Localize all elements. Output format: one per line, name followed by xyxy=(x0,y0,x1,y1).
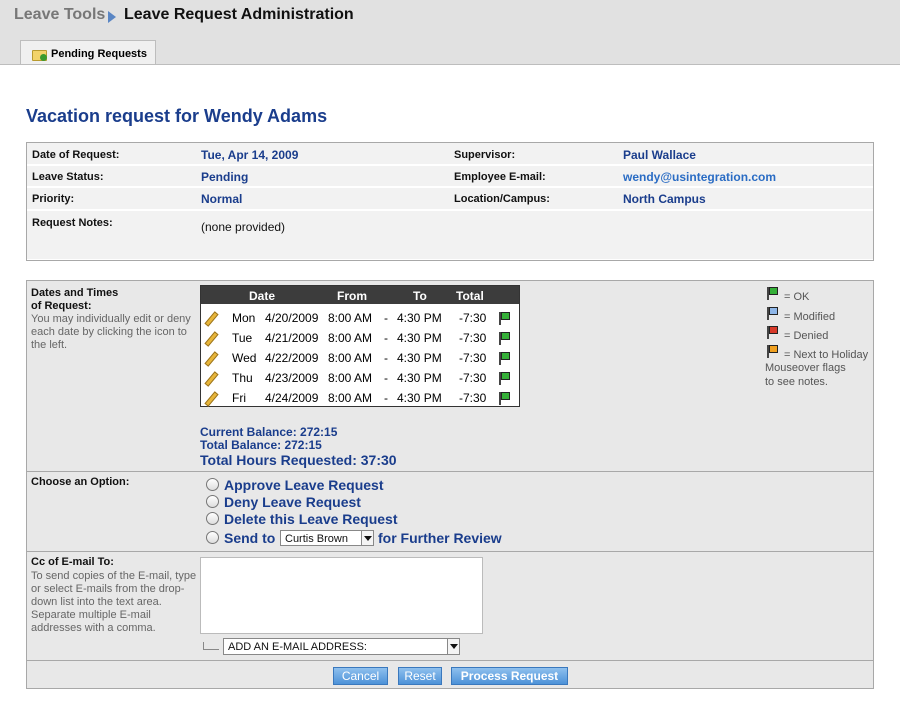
row-from: 8:00 AM xyxy=(328,351,373,365)
approve-option[interactable]: Approve Leave Request xyxy=(224,477,384,493)
legend-modified: = Modified xyxy=(784,311,836,323)
dates-help: You may individually edit or deny each date by clicking the icon to the left. xyxy=(31,313,191,351)
employee-email-link[interactable]: wendy@usintegration.com xyxy=(623,170,777,184)
info-row xyxy=(27,211,873,260)
status-flag-icon[interactable] xyxy=(499,392,510,405)
location-value: North Campus xyxy=(623,192,706,206)
notes-value: (none provided) xyxy=(201,220,286,234)
row-date: 4/23/2009 xyxy=(265,371,319,385)
total-balance: Total Balance: 272:15 xyxy=(200,438,322,452)
row-from: 8:00 AM xyxy=(328,331,373,345)
row-from: 8:00 AM xyxy=(328,391,373,405)
dates-table xyxy=(200,285,520,407)
approve-radio[interactable] xyxy=(206,478,219,491)
row-to: 4:30 PM xyxy=(397,351,442,365)
cc-email-textarea[interactable] xyxy=(200,557,483,634)
breadcrumb-current: Leave Request Administration xyxy=(124,6,354,23)
tab-label: Pending Requests xyxy=(51,48,147,60)
row-dash: - xyxy=(384,331,388,345)
flag-orange-icon xyxy=(767,345,778,358)
delete-radio[interactable] xyxy=(206,512,219,525)
edit-pencil-icon[interactable] xyxy=(204,371,218,386)
row-date: 4/20/2009 xyxy=(265,311,319,325)
row-date: 4/21/2009 xyxy=(265,331,319,345)
dates-label: Dates and Times of Request: xyxy=(31,287,119,312)
status-flag-icon[interactable] xyxy=(499,372,510,385)
row-to: 4:30 PM xyxy=(397,331,442,345)
chevron-down-icon xyxy=(447,639,459,654)
col-total: Total xyxy=(456,289,484,303)
col-to: To xyxy=(413,289,427,303)
row-total: -7:30 xyxy=(459,391,487,405)
flag-red-icon xyxy=(767,326,778,339)
add-email-select[interactable] xyxy=(223,638,460,655)
row-to: 4:30 PM xyxy=(397,371,442,385)
legend-note: to see notes. xyxy=(765,376,828,388)
edit-pencil-icon[interactable] xyxy=(204,331,218,346)
date-row xyxy=(201,388,519,408)
edit-pencil-icon[interactable] xyxy=(204,391,218,406)
row-to: 4:30 PM xyxy=(397,391,442,405)
send-to-selected: Curtis Brown xyxy=(285,533,348,545)
request-form xyxy=(26,280,874,689)
row-dash: - xyxy=(384,391,388,405)
date-row xyxy=(201,328,519,348)
priority-label: Priority: xyxy=(32,193,75,205)
date-label: Date of Request: xyxy=(32,149,120,161)
row-total: -7:30 xyxy=(459,351,487,365)
divider xyxy=(0,64,900,65)
status-value: Pending xyxy=(201,170,249,184)
divider xyxy=(27,660,873,661)
legend-denied: = Denied xyxy=(784,330,829,342)
notes-label: Request Notes: xyxy=(32,217,113,229)
row-dash: - xyxy=(384,371,388,385)
col-from: From xyxy=(337,289,367,303)
add-arrow-icon xyxy=(203,642,219,650)
edit-pencil-icon[interactable] xyxy=(204,351,218,366)
row-to: 4:30 PM xyxy=(397,311,442,325)
email-label: Employee E-mail: xyxy=(454,171,546,183)
row-day: Fri xyxy=(232,391,246,405)
legend-ok: = OK xyxy=(784,291,810,303)
row-day: Wed xyxy=(232,351,257,365)
edit-pencil-icon[interactable] xyxy=(204,311,218,326)
col-date: Date xyxy=(249,289,276,303)
flag-green-icon xyxy=(767,287,778,300)
row-date: 4/24/2009 xyxy=(265,391,319,405)
current-balance: Current Balance: 272:15 xyxy=(200,425,338,439)
row-date: 4/22/2009 xyxy=(265,351,319,365)
supervisor-value: Paul Wallace xyxy=(623,148,696,162)
row-dash: - xyxy=(384,311,388,325)
row-total: -7:30 xyxy=(459,331,487,345)
folder-add-icon xyxy=(32,50,47,61)
date-row xyxy=(201,308,519,328)
status-flag-icon[interactable] xyxy=(499,352,510,365)
date-row xyxy=(201,368,519,388)
row-total: -7:30 xyxy=(459,311,487,325)
add-email-selected: ADD AN E-MAIL ADDRESS: xyxy=(228,641,367,653)
breadcrumb-root[interactable]: Leave Tools xyxy=(14,6,106,23)
breadcrumb-arrow-icon xyxy=(108,11,116,23)
date-row xyxy=(201,348,519,368)
chevron-down-icon xyxy=(361,531,373,545)
page-title: Vacation request for Wendy Adams xyxy=(26,106,328,126)
divider xyxy=(27,551,873,552)
delete-option[interactable]: Delete this Leave Request xyxy=(224,511,398,527)
deny-option[interactable]: Deny Leave Request xyxy=(224,494,361,510)
header-bar xyxy=(0,0,900,64)
cc-help: To send copies of the E-mail, type or select E-mails from the drop-down list into the text area. Separate multiple E-mail addresses with a comma. xyxy=(31,570,197,634)
tab-pending-requests[interactable] xyxy=(20,40,156,65)
divider xyxy=(27,471,873,472)
process-request-button[interactable]: Process Request xyxy=(451,667,568,685)
row-total: -7:30 xyxy=(459,371,487,385)
deny-radio[interactable] xyxy=(206,495,219,508)
cc-label: Cc of E-mail To: xyxy=(31,556,114,568)
info-row xyxy=(27,166,873,187)
flag-blue-icon xyxy=(767,307,778,320)
priority-value: Normal xyxy=(201,192,243,206)
send-radio[interactable] xyxy=(206,531,219,544)
send-option-prefix[interactable]: Send to xyxy=(224,530,276,546)
total-hours-requested: Total Hours Requested: 37:30 xyxy=(200,452,397,468)
dates-table-header xyxy=(201,286,519,304)
row-day: Thu xyxy=(232,371,253,385)
supervisor-label: Supervisor: xyxy=(454,149,516,161)
request-info-panel xyxy=(26,142,874,261)
date-value: Tue, Apr 14, 2009 xyxy=(201,148,299,162)
status-flag-icon[interactable] xyxy=(499,312,510,325)
status-flag-icon[interactable] xyxy=(499,332,510,345)
reset-button[interactable]: Reset xyxy=(398,667,442,685)
row-day: Mon xyxy=(232,311,256,325)
location-label: Location/Campus: xyxy=(454,193,550,205)
send-to-select[interactable] xyxy=(280,530,374,546)
info-row xyxy=(27,143,873,165)
status-label: Leave Status: xyxy=(32,171,104,183)
send-option-suffix: for Further Review xyxy=(378,530,502,546)
legend-holiday: = Next to Holiday xyxy=(784,349,869,361)
row-from: 8:00 AM xyxy=(328,371,373,385)
options-label: Choose an Option: xyxy=(31,476,130,488)
row-from: 8:00 AM xyxy=(328,311,373,325)
cancel-button[interactable]: Cancel xyxy=(333,667,388,685)
row-dash: - xyxy=(384,351,388,365)
info-row xyxy=(27,188,873,210)
legend-note: Mouseover flags xyxy=(765,362,846,374)
row-day: Tue xyxy=(232,331,253,345)
